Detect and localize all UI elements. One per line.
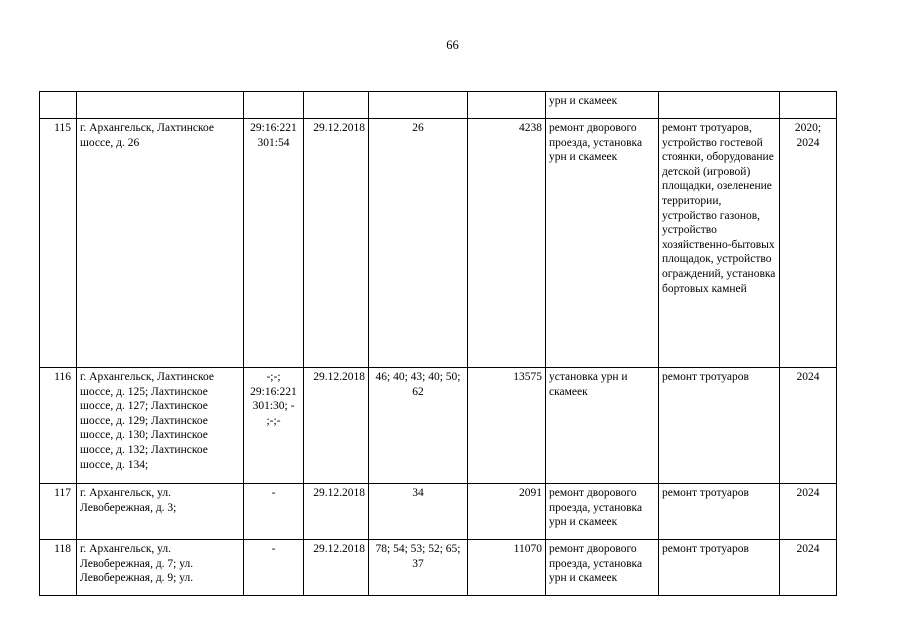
cell-number: 118 <box>40 540 77 596</box>
cell-extra-works: ремонт тротуаров <box>659 368 780 484</box>
cell-extra-works <box>659 92 780 119</box>
cell-cadastral: -;-; 29:16:221 301:30; - ;-;- <box>244 368 304 484</box>
cell-date <box>304 92 369 119</box>
cell-years: 2024 <box>780 540 837 596</box>
cell-date: 29.12.2018 <box>304 484 369 540</box>
cell-houses: 26 <box>369 119 468 368</box>
table-row-continuation <box>40 92 837 119</box>
cell-extra-works: ремонт тротуаров <box>659 540 780 596</box>
cell-works: ремонт дворового проезда, установка урн и скамеек <box>546 119 659 368</box>
cell-years <box>780 92 837 119</box>
cell-cadastral: - <box>244 484 304 540</box>
cell-area <box>468 92 546 119</box>
cell-works: урн и скамеек <box>546 92 659 119</box>
cell-extra-works: ремонт тротуаров, устройство гостевой стоянки, оборудование детской (игровой) площадки, озеленение территории, устройство газонов, устройство хозяйственно-бытовых площадок, устройство ограждений, установка бортовых камней <box>659 119 780 368</box>
cell-address <box>77 92 244 119</box>
cell-cadastral: 29:16:221 301:54 <box>244 119 304 368</box>
cell-houses: 46; 40; 43; 40; 50; 62 <box>369 368 468 484</box>
cell-houses: 34 <box>369 484 468 540</box>
cell-date: 29.12.2018 <box>304 540 369 596</box>
page-number: 66 <box>446 38 459 52</box>
cell-date: 29.12.2018 <box>304 368 369 484</box>
cell-area: 4238 <box>468 119 546 368</box>
cell-address: г. Архангельск, ул. Левобережная, д. 3; <box>77 484 244 540</box>
cell-works: установка урн и скамеек <box>546 368 659 484</box>
cell-date: 29.12.2018 <box>304 119 369 368</box>
cell-cadastral <box>244 92 304 119</box>
cell-works: ремонт дворового проезда, установка урн и скамеек <box>546 540 659 596</box>
table-row <box>40 119 837 368</box>
cell-number <box>40 92 77 119</box>
yards-table <box>39 91 837 596</box>
cell-number: 115 <box>40 119 77 368</box>
cell-works: ремонт дворового проезда, установка урн и скамеек <box>546 484 659 540</box>
cell-number: 117 <box>40 484 77 540</box>
table-row <box>40 368 837 484</box>
cell-houses <box>369 92 468 119</box>
cell-area: 11070 <box>468 540 546 596</box>
table-row <box>40 484 837 540</box>
cell-address: г. Архангельск, Лахтинское шоссе, д. 125; Лахтинское шоссе, д. 127; Лахтинское шоссе, д. 129; Лахтинское шоссе, д. 130; Лахтинское шоссе, д. 132; Лахтинское шоссе, д. 134; <box>77 368 244 484</box>
cell-address: г. Архангельск, ул. Левобережная, д. 7; ул. Левобережная, д. 9; ул. <box>77 540 244 596</box>
cell-address: г. Архангельск, Лахтинское шоссе, д. 26 <box>77 119 244 368</box>
cell-area: 2091 <box>468 484 546 540</box>
cell-extra-works: ремонт тротуаров <box>659 484 780 540</box>
cell-houses: 78; 54; 53; 52; 65; 37 <box>369 540 468 596</box>
table-row <box>40 540 837 596</box>
cell-area: 13575 <box>468 368 546 484</box>
cell-years: 2020; 2024 <box>780 119 837 368</box>
cell-number: 116 <box>40 368 77 484</box>
cell-cadastral: - <box>244 540 304 596</box>
cell-years: 2024 <box>780 484 837 540</box>
cell-years: 2024 <box>780 368 837 484</box>
